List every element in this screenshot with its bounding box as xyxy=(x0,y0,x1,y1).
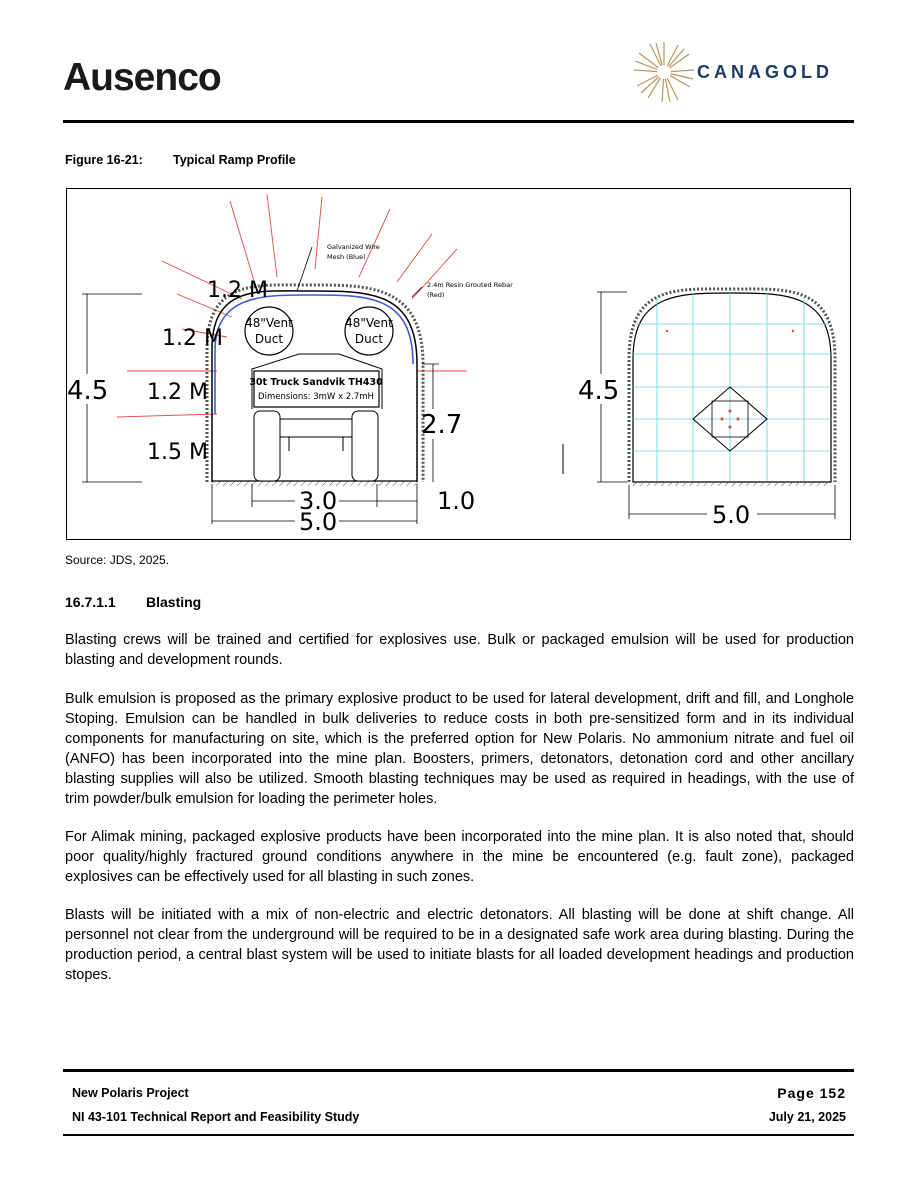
ramp-profile-drawing xyxy=(67,189,850,539)
mesh-label-line2: Mesh (Blue) xyxy=(327,253,366,261)
section-title: Blasting xyxy=(146,594,202,610)
section-heading xyxy=(65,594,201,610)
figure-source: Source: JDS, 2025. xyxy=(65,553,170,567)
body-paragraph-3: For Alimak mining, packaged explosive products have been incorporated into the mine plan. It is also noted that, should poor quality/highly fractured ground conditions anywhere in the mine be encountered (e.g. fault zone), packaged explosives can be effectively used for all blasting in such zones. xyxy=(65,829,854,885)
floor-hatch-left xyxy=(212,481,417,486)
header-divider xyxy=(63,120,854,123)
vent-right-line1: 48"Vent xyxy=(345,316,393,330)
spacing-label-1: 1.2 M xyxy=(207,278,268,303)
footer-divider-top xyxy=(63,1069,854,1072)
body-paragraph-2: Bulk emulsion is proposed as the primary explosive product to be used for lateral development, drift and fill, and Longhole Stoping. Emulsion can be handled in bulk deliveries to reduce costs in both pre-sensitized form and in its individual components for manufacturing on site, which is the preferred option for New Polaris. No ammonium nitrate and fuel oil (ANFO) has been incorporated into the mine plan. Boosters, primers, detonators, detonation cord and other ancillary blasting supplies will also be utilized. Smooth blasting techniques may be used as required in headings, with the use of trim powder/bulk emulsion for loading the perimeter holes. xyxy=(65,691,854,807)
truck-label-line2: Dimensions: 3mW x 2.7mH xyxy=(258,392,374,402)
spacing-label-3: 1.2 M xyxy=(147,380,208,405)
body-paragraph-4: Blasts will be initiated with a mix of non-electric and electric detonators. All blasting will be done at shift change. All personnel not clear from the underground will be required to be in a designated safe work area during blasting. During the production period, a central blast system will be used to initiate blasts for all loaded development headings and production stopes. xyxy=(65,907,854,983)
ausenco-logo-text: Ausenco xyxy=(63,56,221,99)
canagold-sun-icon xyxy=(632,40,696,104)
width-side-label: 1.0 xyxy=(437,487,476,515)
vent-left-line2: Duct xyxy=(254,332,284,346)
footer-date: July 21, 2025 xyxy=(768,1110,846,1124)
floor-hatch-right xyxy=(633,481,831,486)
spacing-label-2: 1.2 M xyxy=(162,326,223,351)
vent-duct-right xyxy=(345,307,393,355)
figure-caption xyxy=(65,153,296,167)
body-paragraph-1: Blasting crews will be trained and certified for explosives use. Bulk or packaged emulsion will be used for production blasting and development rounds. xyxy=(65,632,854,668)
section-number: 16.7.1.1 xyxy=(65,594,116,610)
footer-project-name: New Polaris Project xyxy=(72,1086,189,1100)
height-right-label: 4.5 xyxy=(578,376,620,406)
height-wall-label: 2.7 xyxy=(421,410,463,440)
spacing-label-4: 1.5 M xyxy=(147,440,208,465)
mesh-label-line1: Galvanized Wire xyxy=(327,243,380,251)
figure-title: Typical Ramp Profile xyxy=(173,153,296,167)
footer-report-title: NI 43-101 Technical Report and Feasibility Study xyxy=(72,1110,360,1124)
footer-page-number: Page 152 xyxy=(777,1085,846,1101)
blast-hole-grid xyxy=(633,293,831,481)
figure-number: Figure 16-21: xyxy=(65,153,143,167)
vent-right-line2: Duct xyxy=(354,332,384,346)
vent-duct-left xyxy=(245,307,293,355)
width-truck-label: 3.0 xyxy=(299,487,338,515)
rebar-label-line1: 2.4m Resin Grouted Rebar xyxy=(427,281,513,289)
width-total-label: 5.0 xyxy=(299,508,338,536)
width-right-label: 5.0 xyxy=(712,501,751,529)
truck-label-line1: 30t Truck Sandvik TH430 xyxy=(249,377,383,388)
ramp-profile-figure xyxy=(66,188,851,540)
vent-left-line1: 48"Vent xyxy=(245,316,293,330)
tunnel-arch-right xyxy=(633,293,831,482)
footer-divider-bottom xyxy=(63,1134,854,1136)
height-left-label: 4.5 xyxy=(67,376,109,406)
ausenco-logo xyxy=(63,56,221,100)
rebar-label-line2: (Red) xyxy=(427,291,445,299)
canagold-logo: CANAGOLD xyxy=(697,62,833,82)
